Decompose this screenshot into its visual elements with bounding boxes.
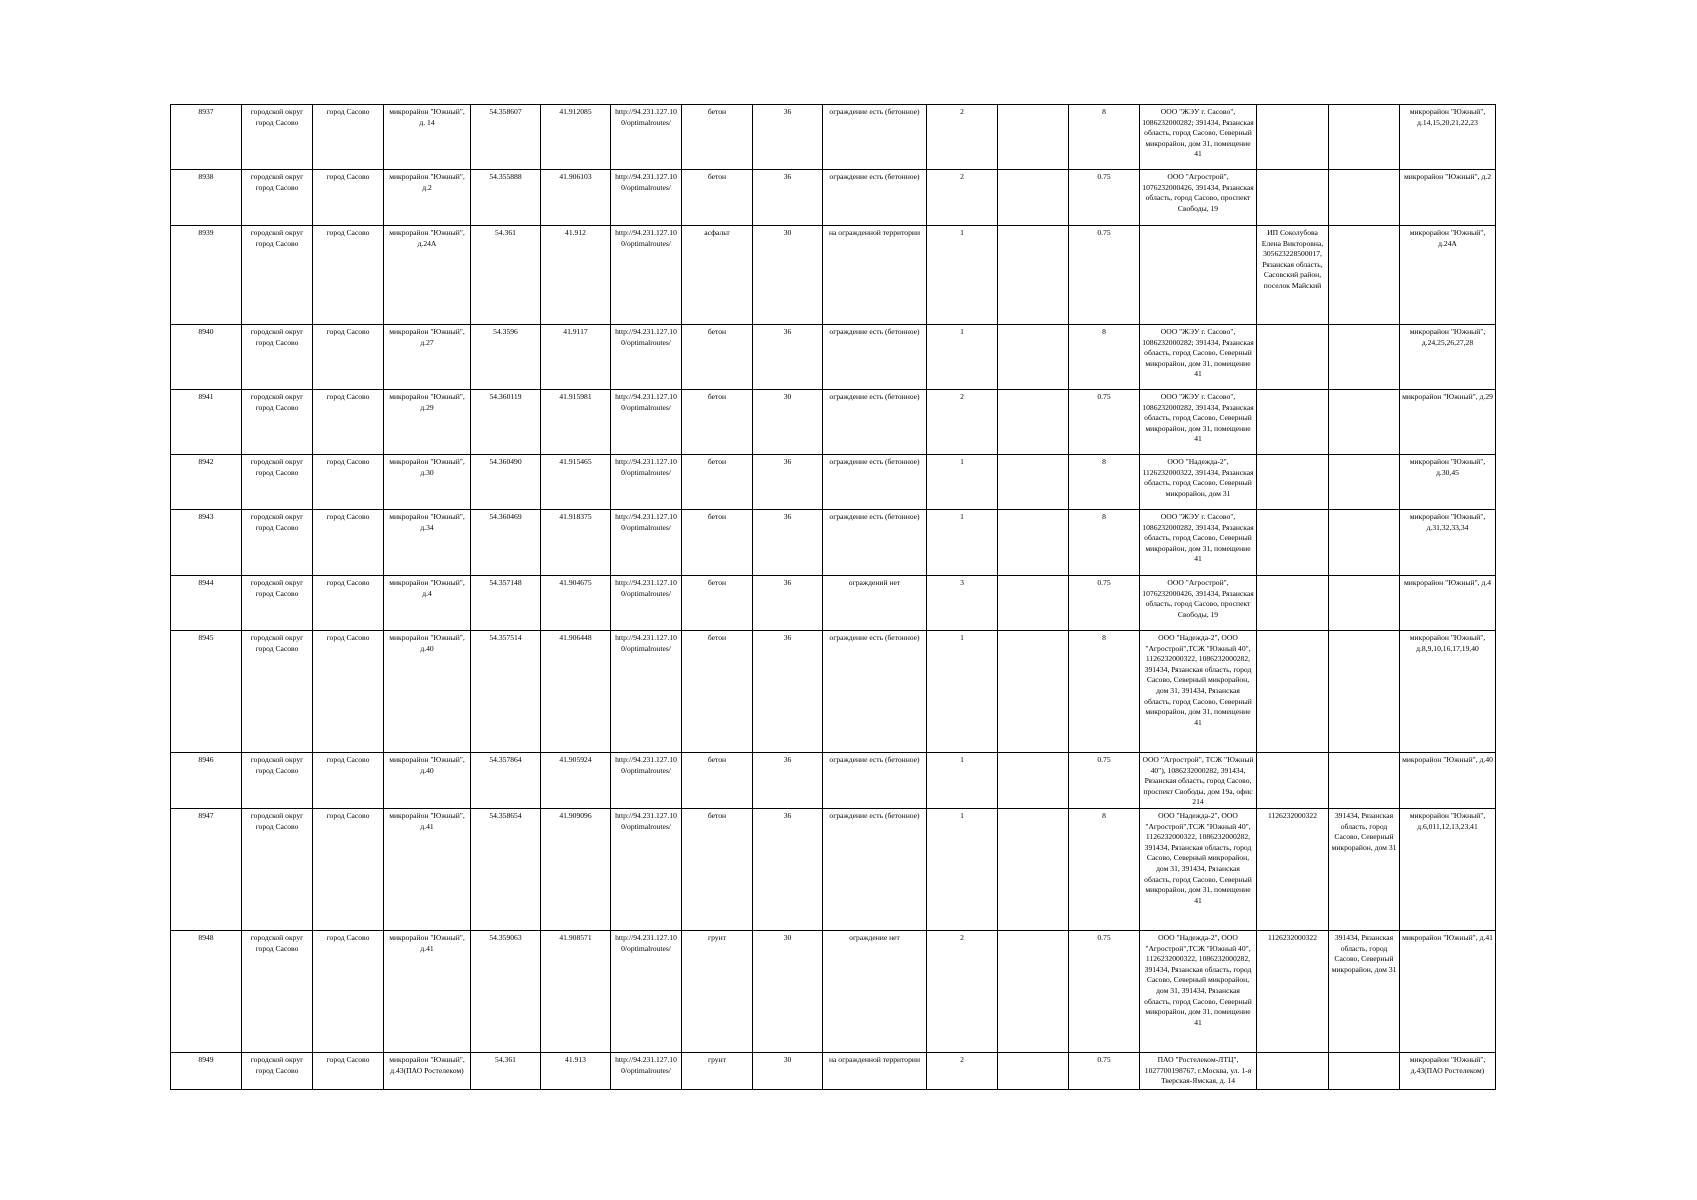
surface-cell: грунт [682,1052,753,1089]
owner-address-cell [1329,631,1400,753]
district-cell: городской округ город Сасово [242,631,313,753]
ogrn-cell [1257,576,1329,631]
fence-cell: ограждение есть (бетонное) [823,631,927,753]
owner-address-cell: 391434, Рязанская область, город Сасово, Северный микрорайон, дом 31 [1329,808,1400,930]
district-cell: городской округ город Сасово [242,576,313,631]
ogrn-cell [1257,390,1329,455]
owner-address-cell [1329,170,1400,226]
containers-cell: 1 [927,226,998,325]
surface-cell: бетон [682,325,753,390]
row-id-cell: 8943 [171,510,242,576]
waste-sources-cell: микрорайон "Южный", д.43(ПАО Ростелеком) [1400,1052,1496,1089]
district-cell: городской округ город Сасово [242,1052,313,1089]
empty-cell [998,631,1069,753]
latitude-cell: 54.361 [471,1052,541,1089]
latitude-cell: 54.359063 [471,930,541,1052]
volume-cell: 0.75 [1069,753,1140,809]
table-row [171,325,1496,390]
volume-cell: 8 [1069,455,1140,510]
owner-cell [1140,226,1257,325]
surface-cell: бетон [682,753,753,809]
volume-cell: 0.75 [1069,226,1140,325]
row-id-cell: 8942 [171,455,242,510]
surface-cell: бетон [682,170,753,226]
latitude-cell: 54.361 [471,226,541,325]
ogrn-cell [1257,631,1329,753]
area-cell: 36 [753,753,823,809]
area-cell: 30 [753,1052,823,1089]
fence-cell: ограждение нет [823,930,927,1052]
map-url-cell: http://94.231.127.10 0/optimalroutes/ [611,390,682,455]
owner-cell: ООО "Агрострой", ТСЖ "Южный 40"), 1086232000282, 391434, Рязанская область, город Сасово, проспект Свободы, дом 19а, офис 214 [1140,753,1257,809]
area-cell: 36 [753,105,823,170]
empty-cell [998,170,1069,226]
longitude-cell: 41.915981 [541,390,611,455]
waste-sources-cell: микрорайон "Южный", д.30,45 [1400,455,1496,510]
map-url-cell: http://94.231.127.10 0/optimalroutes/ [611,1052,682,1089]
containers-cell: 2 [927,930,998,1052]
latitude-cell: 54.360119 [471,390,541,455]
ogrn-cell [1257,325,1329,390]
containers-cell: 3 [927,576,998,631]
owner-cell: ООО "Надежда-2", 1126232000322, 391434, Рязанская область, город Сасово, Северный микрорайон, дом 31 [1140,455,1257,510]
address-cell: микрорайон "Южный", д.29 [384,390,471,455]
row-id-cell: 8940 [171,325,242,390]
address-cell: микрорайон "Южный", д.30 [384,455,471,510]
map-url-cell: http://94.231.127.10 0/optimalroutes/ [611,325,682,390]
latitude-cell: 54.357514 [471,631,541,753]
empty-cell [998,325,1069,390]
area-cell: 30 [753,930,823,1052]
fence-cell: ограждение есть (бетонное) [823,510,927,576]
table-row [171,576,1496,631]
city-cell: город Сасово [313,455,384,510]
district-cell: городской округ город Сасово [242,170,313,226]
longitude-cell: 41.9117 [541,325,611,390]
surface-cell: бетон [682,105,753,170]
owner-address-cell [1329,455,1400,510]
volume-cell: 8 [1069,105,1140,170]
owner-cell: ПАО "Ростелеком-ЛТЦ", 1027700198767, г.Москва, ул. 1-я Тверская-Ямская, д. 14 [1140,1052,1257,1089]
containers-cell: 2 [927,1052,998,1089]
volume-cell: 0.75 [1069,1052,1140,1089]
city-cell: город Сасово [313,753,384,809]
map-url-cell: http://94.231.127.10 0/optimalroutes/ [611,930,682,1052]
city-cell: город Сасово [313,631,384,753]
longitude-cell: 41.912 [541,226,611,325]
fence-cell: ограждений нет [823,576,927,631]
waste-sources-cell: микрорайон "Южный", д.24А [1400,226,1496,325]
district-cell: городской округ город Сасово [242,930,313,1052]
surface-cell: бетон [682,576,753,631]
empty-cell [998,390,1069,455]
owner-cell: ООО "Агрострой", 1076232000426, 391434, Рязанская область, город Сасово, проспект Свободы, 19 [1140,170,1257,226]
map-url-cell: http://94.231.127.10 0/optimalroutes/ [611,226,682,325]
longitude-cell: 41.915465 [541,455,611,510]
table-row [171,930,1496,1052]
table-row [171,753,1496,809]
district-cell: городской округ город Сасово [242,808,313,930]
volume-cell: 0.75 [1069,930,1140,1052]
latitude-cell: 54.3596 [471,325,541,390]
waste-sources-cell: микрорайон "Южный", д.4 [1400,576,1496,631]
containers-cell: 2 [927,105,998,170]
empty-cell [998,753,1069,809]
empty-cell [998,1052,1069,1089]
ogrn-cell [1257,753,1329,809]
ogrn-cell [1257,455,1329,510]
longitude-cell: 41.904675 [541,576,611,631]
table-row [171,226,1496,325]
fence-cell: ограждение есть (бетонное) [823,753,927,809]
containers-cell: 1 [927,455,998,510]
address-cell: микрорайон "Южный", д. 14 [384,105,471,170]
empty-cell [998,808,1069,930]
row-id-cell: 8949 [171,1052,242,1089]
district-cell: городской округ город Сасово [242,455,313,510]
surface-cell: бетон [682,808,753,930]
table-row [171,808,1496,930]
latitude-cell: 54.360490 [471,455,541,510]
city-cell: город Сасово [313,808,384,930]
fence-cell: на огражденной территории [823,1052,927,1089]
area-cell: 36 [753,576,823,631]
map-url-cell: http://94.231.127.10 0/optimalroutes/ [611,753,682,809]
table-row [171,390,1496,455]
map-url-cell: http://94.231.127.10 0/optimalroutes/ [611,170,682,226]
city-cell: город Сасово [313,1052,384,1089]
map-url-cell: http://94.231.127.10 0/optimalroutes/ [611,105,682,170]
address-cell: микрорайон "Южный", д.41 [384,930,471,1052]
volume-cell: 0.75 [1069,390,1140,455]
surface-cell: асфальт [682,226,753,325]
table-row [171,170,1496,226]
empty-cell [998,226,1069,325]
address-cell: микрорайон "Южный", д.24А [384,226,471,325]
table-row [171,510,1496,576]
table-row [171,105,1496,170]
empty-cell [998,510,1069,576]
containers-cell: 1 [927,510,998,576]
waste-sources-cell: микрорайон "Южный", д.2 [1400,170,1496,226]
area-cell: 36 [753,631,823,753]
owner-cell: ООО "Надежда-2", ООО "Агрострой",ТСЖ "Южный 40", 1126232000322, 1086232000282, 391434, Рязанская область, город Сасово, Северный микрорайон, дом 31, 391434, Рязанская область, город Сасово, Северный микрорайон, дом 31, помещение 41 [1140,930,1257,1052]
fence-cell: ограждение есть (бетонное) [823,455,927,510]
owner-cell: ООО "ЖЭУ г. Сасово", 1086232000282, 391434, Рязанская область, город Сасово, Северный микрорайон, дом 31, помещение 41 [1140,390,1257,455]
latitude-cell: 54.358654 [471,808,541,930]
waste-sources-cell: микрорайон "Южный", д.14,15,20,21,22,23 [1400,105,1496,170]
row-id-cell: 8946 [171,753,242,809]
row-id-cell: 8938 [171,170,242,226]
map-url-cell: http://94.231.127.10 0/optimalroutes/ [611,576,682,631]
ogrn-cell [1257,1052,1329,1089]
area-cell: 36 [753,455,823,510]
city-cell: город Сасово [313,390,384,455]
row-id-cell: 8945 [171,631,242,753]
volume-cell: 8 [1069,510,1140,576]
area-cell: 30 [753,390,823,455]
owner-cell: ООО "ЖЭУ г. Сасово", 1086232000282; 391434, Рязанская область, город Сасово, Северный микрорайон, дом 31, помещение 41 [1140,105,1257,170]
volume-cell: 8 [1069,808,1140,930]
surface-cell: бетон [682,631,753,753]
address-cell: микрорайон "Южный", д.2 [384,170,471,226]
owner-address-cell [1329,105,1400,170]
empty-cell [998,930,1069,1052]
fence-cell: ограждение есть (бетонное) [823,808,927,930]
ogrn-cell: 1126232000322 [1257,808,1329,930]
empty-cell [998,105,1069,170]
city-cell: город Сасово [313,226,384,325]
owner-address-cell [1329,390,1400,455]
row-id-cell: 8947 [171,808,242,930]
longitude-cell: 41.906448 [541,631,611,753]
longitude-cell: 41.918375 [541,510,611,576]
district-cell: городской округ город Сасово [242,226,313,325]
city-cell: город Сасово [313,510,384,576]
map-url-cell: http://94.231.127.10 0/optimalroutes/ [611,808,682,930]
row-id-cell: 8939 [171,226,242,325]
volume-cell: 0.75 [1069,576,1140,631]
latitude-cell: 54.357148 [471,576,541,631]
owner-cell: ООО "Агрострой", 1076232000426, 391434, Рязанская область, город Сасово, проспект Свободы, 19 [1140,576,1257,631]
address-cell: микрорайон "Южный", д.40 [384,753,471,809]
table-row [171,455,1496,510]
fence-cell: ограждение есть (бетонное) [823,170,927,226]
owner-address-cell [1329,753,1400,809]
volume-cell: 8 [1069,631,1140,753]
waste-sources-cell: микрорайон "Южный", д.8,9,10,16,17,19,40 [1400,631,1496,753]
owner-address-cell: 391434, Рязанская область, город Сасово, Северный микрорайон, дом 31 [1329,930,1400,1052]
containers-cell: 1 [927,631,998,753]
volume-cell: 0.75 [1069,170,1140,226]
owner-address-cell [1329,325,1400,390]
containers-cell: 2 [927,170,998,226]
empty-cell [998,455,1069,510]
longitude-cell: 41.905924 [541,753,611,809]
owner-address-cell [1329,576,1400,631]
empty-cell [998,576,1069,631]
address-cell: микрорайон "Южный", д.41 [384,808,471,930]
ogrn-cell: 1126232000322 [1257,930,1329,1052]
longitude-cell: 41.908571 [541,930,611,1052]
city-cell: город Сасово [313,105,384,170]
waste-sources-cell: микрорайон "Южный", д.29 [1400,390,1496,455]
waste-sources-cell: микрорайон "Южный", д.24,25,26,27,28 [1400,325,1496,390]
ogrn-cell: ИП Соколубова Елена Викторовна, 305623228500017, Рязанская область, Сасовский район, поселок Майский [1257,226,1329,325]
longitude-cell: 41.909096 [541,808,611,930]
row-id-cell: 8941 [171,390,242,455]
surface-cell: грунт [682,930,753,1052]
containers-cell: 1 [927,808,998,930]
area-cell: 36 [753,808,823,930]
latitude-cell: 54.360469 [471,510,541,576]
surface-cell: бетон [682,510,753,576]
district-cell: городской округ город Сасово [242,105,313,170]
city-cell: город Сасово [313,930,384,1052]
area-cell: 36 [753,325,823,390]
owner-cell: ООО "Надежда-2", ООО "Агрострой",ТСЖ "Южный 40", 1126232000322, 1086232000282, 391434, Рязанская область, город Сасово, Северный микрорайон, дом 31, 391434, Рязанская область, город Сасово, Северный микрорайон, дом 31, помещение 41 [1140,808,1257,930]
latitude-cell: 54.357864 [471,753,541,809]
surface-cell: бетон [682,390,753,455]
owner-address-cell [1329,226,1400,325]
row-id-cell: 8944 [171,576,242,631]
table-row [171,1052,1496,1089]
map-url-cell: http://94.231.127.10 0/optimalroutes/ [611,510,682,576]
address-cell: микрорайон "Южный", д.43(ПАО Ростелеком) [384,1052,471,1089]
city-cell: город Сасово [313,576,384,631]
latitude-cell: 54.358607 [471,105,541,170]
owner-address-cell [1329,510,1400,576]
district-cell: городской округ город Сасово [242,510,313,576]
owner-cell: ООО "ЖЭУ г. Сасово", 1086232000282, 391434, Рязанская область, город Сасово, Северный микрорайон, дом 31, помещение 41 [1140,510,1257,576]
surface-cell: бетон [682,455,753,510]
map-url-cell: http://94.231.127.10 0/optimalroutes/ [611,455,682,510]
fence-cell: ограждение есть (бетонное) [823,390,927,455]
city-cell: город Сасово [313,170,384,226]
longitude-cell: 41.906103 [541,170,611,226]
containers-cell: 1 [927,753,998,809]
ogrn-cell [1257,105,1329,170]
area-cell: 30 [753,226,823,325]
waste-sources-cell: микрорайон "Южный", д.6,011,12,13,23,41 [1400,808,1496,930]
address-cell: микрорайон "Южный", д.40 [384,631,471,753]
latitude-cell: 54.355888 [471,170,541,226]
register-table [170,104,1496,1090]
area-cell: 36 [753,510,823,576]
table-row [171,631,1496,753]
city-cell: город Сасово [313,325,384,390]
waste-sources-cell: микрорайон "Южный", д.40 [1400,753,1496,809]
area-cell: 36 [753,170,823,226]
waste-sources-cell: микрорайон "Южный", д.41 [1400,930,1496,1052]
volume-cell: 8 [1069,325,1140,390]
map-url-cell: http://94.231.127.10 0/optimalroutes/ [611,631,682,753]
district-cell: городской округ город Сасово [242,390,313,455]
address-cell: микрорайон "Южный", д.4 [384,576,471,631]
district-cell: городской округ город Сасово [242,325,313,390]
row-id-cell: 8937 [171,105,242,170]
address-cell: микрорайон "Южный", д.34 [384,510,471,576]
ogrn-cell [1257,170,1329,226]
containers-cell: 2 [927,390,998,455]
address-cell: микрорайон "Южный", д.27 [384,325,471,390]
ogrn-cell [1257,510,1329,576]
district-cell: городской округ город Сасово [242,753,313,809]
longitude-cell: 41.913 [541,1052,611,1089]
fence-cell: ограждение есть (бетонное) [823,105,927,170]
owner-cell: ООО "ЖЭУ г. Сасово", 1086232000282; 391434, Рязанская область, город Сасово, Северный микрорайон, дом 31, помещение 41 [1140,325,1257,390]
fence-cell: на огражденной территории [823,226,927,325]
containers-cell: 1 [927,325,998,390]
owner-address-cell [1329,1052,1400,1089]
owner-cell: ООО "Надежда-2", ООО "Агрострой",ТСЖ "Южный 40", 1126232000322, 1086232000282, 391434, Рязанская область, город Сасово, Северный микрорайон, дом 31, 391434, Рязанская область, город Сасово, Северный микрорайон, дом 31, помещение 41 [1140,631,1257,753]
fence-cell: ограждение есть (бетонное) [823,325,927,390]
waste-sources-cell: микрорайон "Южный", д.31,32,33,34 [1400,510,1496,576]
longitude-cell: 41.912085 [541,105,611,170]
row-id-cell: 8948 [171,930,242,1052]
